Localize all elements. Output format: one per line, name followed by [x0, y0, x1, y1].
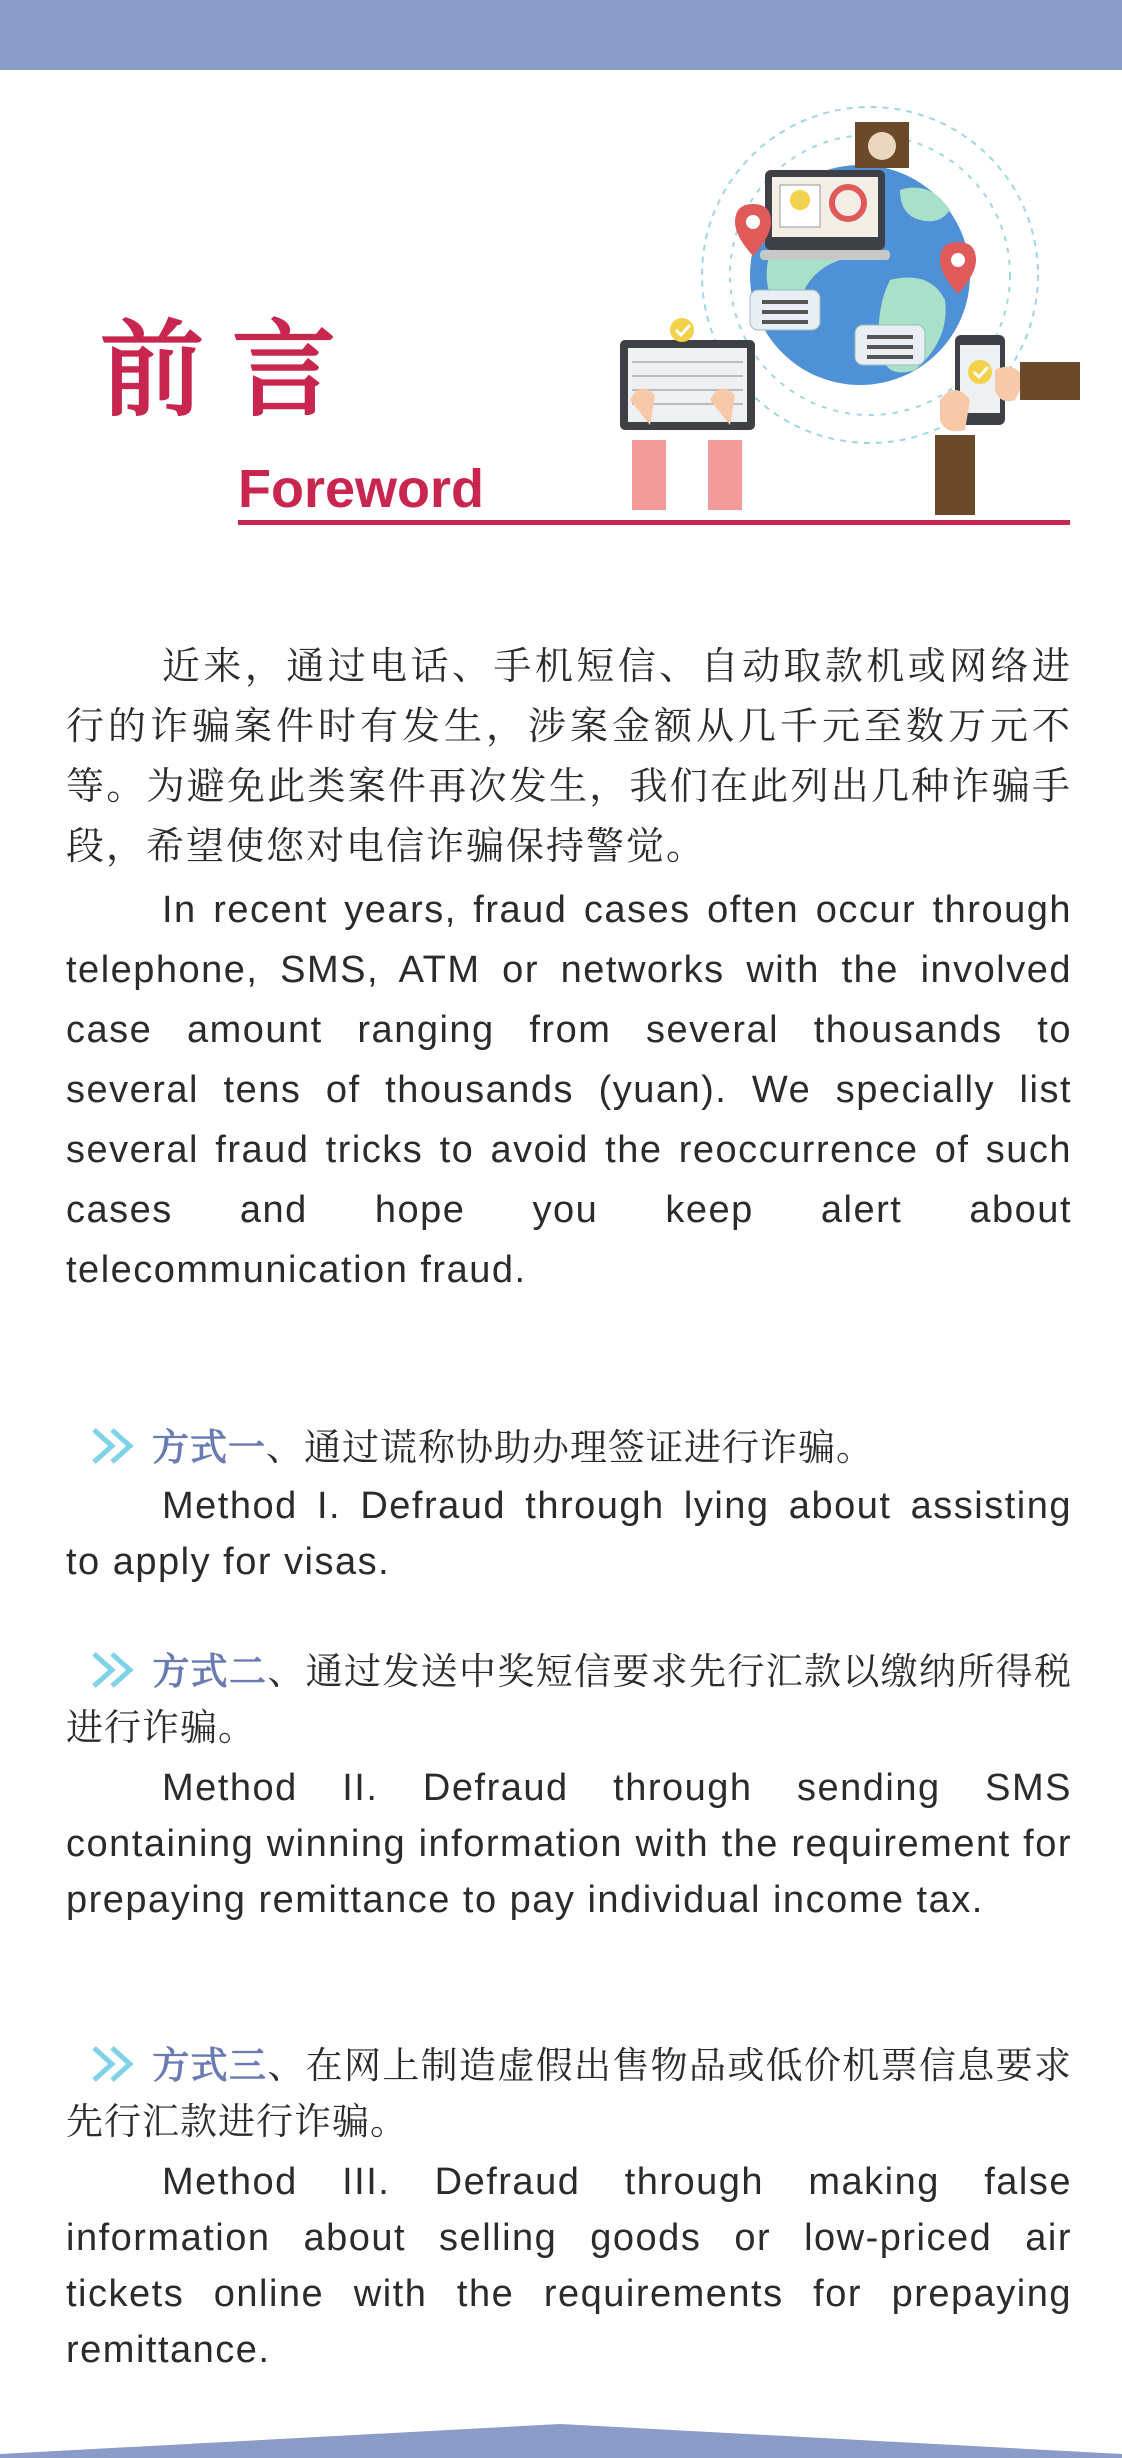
- intro-text-cn: 近来，通过电话、手机短信、自动取款机或网络进行的诈骗案件时有发生，涉案金额从几千元至数万元不等。为避免此类案件再次发生，我们在此列出几种诈骗手段，希望使您对电信诈骗保持警觉。: [66, 644, 1072, 868]
- double-chevron-icon: [90, 2044, 146, 2084]
- top-band: [0, 0, 1122, 70]
- method-label: 方式一: [152, 1426, 266, 1469]
- double-chevron-icon: [90, 1426, 146, 1466]
- method-label: 方式二: [152, 1650, 268, 1693]
- page-title-en: Foreword: [238, 459, 485, 519]
- method-text-en: Method III. Defraud through making false information about selling goods or low-priced air tickets online with the requirements for prepaying remittance.: [66, 2161, 1072, 2371]
- globe-devices-illustration: [600, 100, 1080, 540]
- bottom-band: [0, 2424, 1122, 2458]
- intro-text-en: In recent years, fraud cases often occur through telephone, SMS, ATM or networks with the involved case amount ranging from several thousands to several tens of thousands (yuan). We specially list several fraud tricks to avoid the reoccurrence of such cases and hope you keep alert about telecommunication fraud.: [66, 889, 1072, 1291]
- method-heading: [66, 1420, 1072, 1476]
- method-heading: [66, 1644, 1072, 1756]
- page-title-cn: 前言: [100, 308, 365, 431]
- method-text-cn: 、通过谎称协助办理签证进行诈骗。: [266, 1426, 874, 1469]
- method-text-en: Method II. Defraud through sending SMS containing winning information with the requirement for prepaying remittance to pay individual income tax.: [66, 1767, 1072, 1921]
- method-text-en: Method I. Defraud through lying about assisting to apply for visas.: [66, 1485, 1072, 1583]
- method-heading: [66, 2038, 1072, 2150]
- method-text-cn: 、通过发送中奖短信要求先行汇款以缴纳所得税进行诈骗。: [66, 1650, 1073, 1749]
- double-chevron-icon: [90, 1650, 146, 1690]
- method-label: 方式三: [152, 2044, 268, 2087]
- method-text-cn: 、在网上制造虚假出售物品或低价机票信息要求先行汇款进行诈骗。: [66, 2044, 1073, 2143]
